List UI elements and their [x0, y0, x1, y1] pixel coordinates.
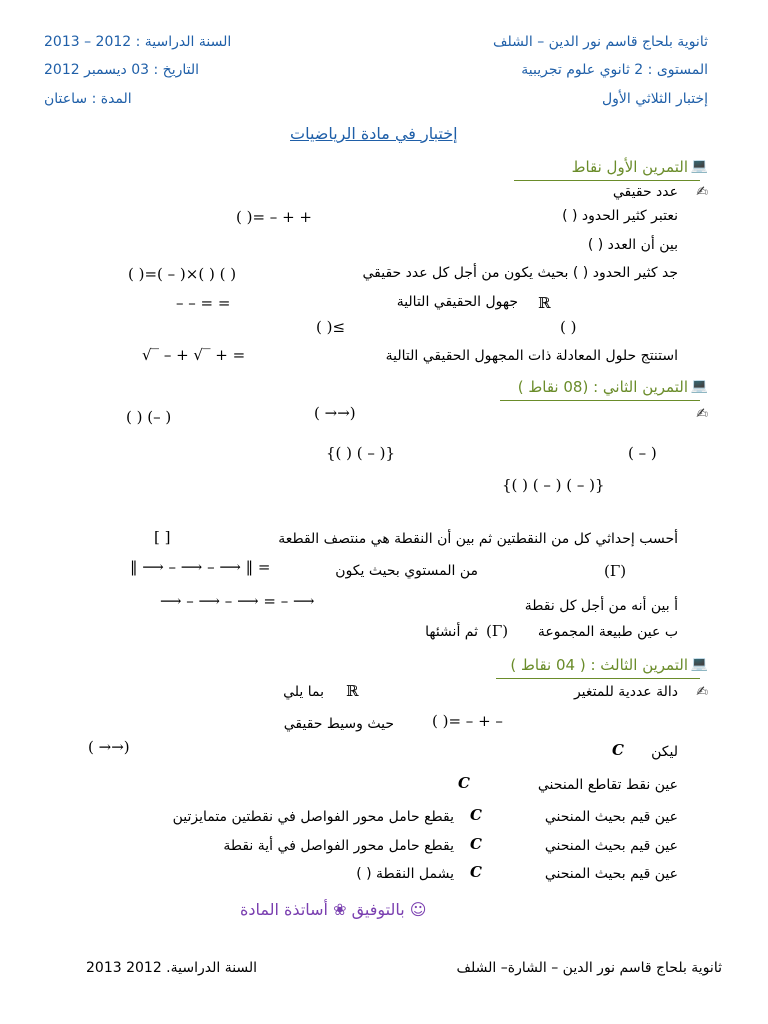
curve-C: C	[470, 835, 482, 853]
ex1-reals: ℝ	[538, 294, 551, 312]
exam-term: إختبار الثلاثي الأول	[601, 91, 708, 107]
ex1-line-4: جد كثير الحدود ( ) بحيث يكون من أجل كل عدد حقيقي	[362, 265, 678, 281]
ex3-line-1: دالة عددية للمتغير	[573, 684, 678, 700]
ex3-math-2: ( )= – + –	[432, 712, 503, 730]
ex1-line-5: جهول الحقيقي التالية	[396, 294, 518, 310]
ex1-line-1: عدد حقيقي	[612, 184, 678, 200]
computer-icon: 💻	[690, 158, 708, 174]
ex2-math-3: {( ) ( – ) ( – )}	[502, 476, 605, 494]
ex2-math-l2: ‖ ⟶ – ⟶ – ⟶ ‖ =	[130, 558, 271, 576]
ex3-line-4: عين نقط تقاطع المنحني	[537, 777, 678, 793]
footer-year: السنة الدراسية. 2012 2013	[86, 960, 258, 976]
exercise-3-heading: التمرين الثالث : ( 04 نقاط )	[510, 656, 688, 674]
ex2-line-a: أ بين أنه من أجل كل نقطة	[524, 598, 678, 614]
section-underline	[514, 180, 700, 181]
ex2-math-1b: ( →→)	[314, 404, 356, 422]
ex2-math-1: ( ) (– )	[126, 408, 172, 426]
ex3-line-5b: يقطع حامل محور الفواصل في نقطتين متمايزتين	[172, 809, 454, 825]
curve-C: C	[470, 863, 482, 881]
ex1-math-5: – – = =	[176, 294, 231, 312]
school-year: السنة الدراسية : 2012 – 2013	[44, 34, 232, 50]
ex2-line-b: ب عين طبيعة المجموعة	[537, 624, 678, 640]
pen-icon: ✍	[696, 684, 708, 700]
school-name: ثانوية بلحاج قاسم نور الدين – الشلف	[493, 34, 708, 50]
curve-C: C	[458, 774, 470, 792]
pen-icon: ✍	[696, 406, 708, 422]
ex3-line-5: عين قيم بحيث المنحني	[544, 809, 678, 825]
curve-C: C	[612, 741, 624, 759]
ex3-line-6b: يقطع حامل محور الفواصل في أية نقطة	[223, 838, 454, 854]
ex3-line-3: ليكن	[651, 744, 678, 760]
page-title: إختبار في مادة الرياضيات	[290, 124, 458, 143]
exercise-2-heading: التمرين الثاني : (08 نقاط )	[517, 378, 688, 396]
ex1-math-6b: ( )	[560, 318, 577, 336]
ex3-line-7: عين قيم بحيث المنحني	[544, 866, 678, 882]
level: المستوى : 2 ثانوي علوم تجريبية	[521, 62, 708, 78]
ex2-line-2: من المستوي بحيث يكون	[335, 563, 478, 579]
gamma-set: (Γ)	[604, 562, 627, 580]
ex3-line-7b: يشمل النقطة ( )	[356, 866, 454, 882]
ex2-line-b2: ثم أنشئها	[425, 624, 478, 640]
ex2-line-1: أحسب إحداثي كل من النقطتين ثم بين أن النقطة هي منتصف القطعة	[278, 531, 678, 547]
computer-icon: 💻	[690, 656, 708, 672]
ex1-math-7: √‾ – + √‾ + =	[142, 346, 246, 364]
section-underline	[500, 400, 700, 401]
signature: ☺ بالتوفيق ❀ أساتذة المادة	[240, 900, 427, 919]
computer-icon: 💻	[690, 378, 708, 394]
curve-C: C	[470, 806, 482, 824]
ex3-reals: ℝ	[346, 682, 359, 700]
ex3-line-1b: بما يلي	[283, 684, 324, 700]
ex2-math-l1: [ ]	[154, 528, 171, 546]
section-underline	[496, 678, 700, 679]
ex3-line-6: عين قيم بحيث المنحني	[544, 838, 678, 854]
pen-icon: ✍	[696, 184, 708, 200]
exercise-1-heading: التمرين الأول نقاط	[571, 158, 688, 176]
ex1-line-2: نعتبر كثير الحدود ( )	[562, 208, 678, 224]
ex1-math-4: ( )=( – )×( ) ( )	[128, 265, 237, 283]
gamma-set-2: (Γ)	[486, 622, 509, 640]
duration: المدة : ساعتان	[44, 91, 132, 107]
ex3-math-3: ( →→)	[88, 738, 130, 756]
footer-school: ثانوية بلحاج قاسم نور الدين – الشارة– الشلف	[456, 960, 722, 976]
ex1-line-3: بين أن العدد ( )	[587, 237, 678, 253]
ex1-line-7: استنتج حلول المعادلة ذات المجهول الحقيقي التالية	[385, 348, 678, 364]
ex2-math-2b: ( – )	[628, 444, 657, 462]
exam-date: التاريخ : 03 ديسمبر 2012	[44, 62, 200, 78]
ex1-math-6a: ( )≤	[316, 318, 346, 336]
ex2-math-2: {( ) ( – )}	[326, 444, 396, 462]
ex3-line-2: حيث وسيط حقيقي	[283, 716, 394, 732]
ex2-math-a: ⟶ – ⟶ – ⟶ = – ⟶	[160, 592, 315, 610]
ex1-math-2: ( )= – + +	[236, 208, 312, 226]
